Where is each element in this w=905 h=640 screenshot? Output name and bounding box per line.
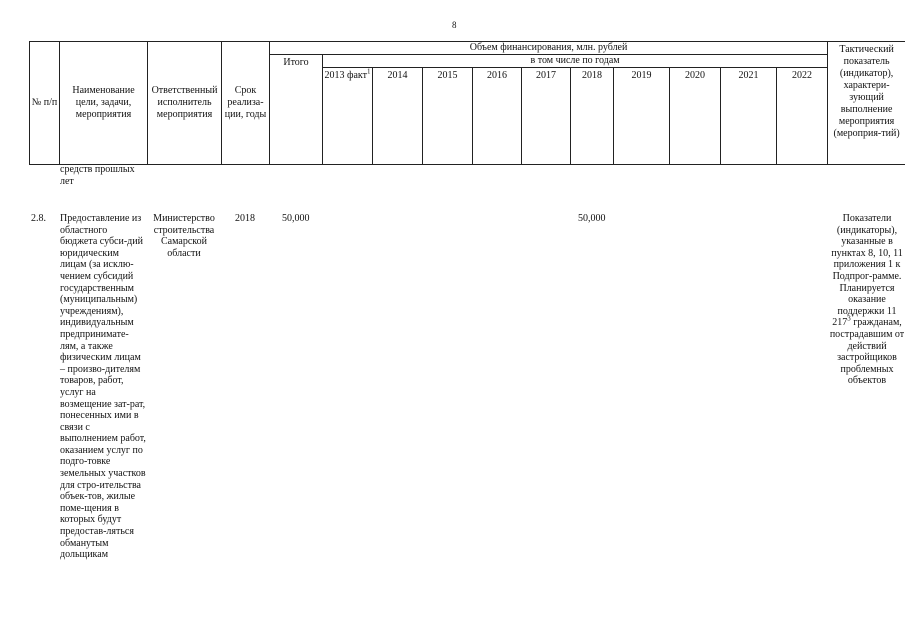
- header-year-2018: 2018: [571, 68, 614, 165]
- indicator-footnote: 3: [847, 315, 851, 324]
- row-term: 2018: [235, 213, 255, 224]
- header-year-2021: 2021: [721, 68, 777, 165]
- header-year-2014: 2014: [373, 68, 423, 165]
- row-indicator: [829, 213, 905, 387]
- indicator-text-after: гражданам, пострадавшим от действий застройщиков проблемных объектов: [829, 317, 905, 387]
- row-name: Предоставление из областного бюджета субси-дий юридическим лицам (за исклю-чением субсидий государственным (муниципальным) учреждениям), индивидуальным предпринимате-лям, а также физическим лицам – произво-дителям товаров, работ, услуг на возмещение зат-рат, понесенных ими в связи с выполнением работ, оказанием услуг по подго-товке земельных участков для стро-ительства объек-тов, жилые поме-щения в которых будут предостав-ляться обманутым дольщикам: [60, 213, 146, 561]
- header-year-2017: 2017: [522, 68, 571, 165]
- header-year-2013: 2013 факт$^1$: [323, 68, 373, 165]
- header-col-byyears: в том числе по годам: [323, 55, 828, 68]
- row-number: 2.8.: [31, 213, 46, 224]
- row-total: 50,000: [282, 213, 310, 224]
- header-year-2015: 2015: [423, 68, 473, 165]
- header-col-finance: Объем финансирования, млн. рублей: [270, 42, 828, 55]
- header-year-2022: 2022: [777, 68, 828, 165]
- header-col-term: Срок реализа-ции, годы: [222, 42, 270, 165]
- header-col-total: Итого: [270, 55, 323, 165]
- row-value-2018: 50,000: [578, 213, 606, 224]
- table-header: [29, 41, 905, 165]
- header-col-indicator: Тактический показатель (индикатор), характери-зующий выполнение мероприятия (мероприя-тий): [828, 42, 905, 165]
- header-col-no: № п/п: [30, 42, 60, 165]
- header-year-2019: 2019: [614, 68, 670, 165]
- indicator-text-before: Показатели (индикаторы), указанные в пунктах 8, 10, 11 приложения 1 к Подпрог-рамме. Планируется оказание поддержки 11 217: [831, 213, 903, 329]
- header-col-name: Наименование цели, задачи, мероприятия: [60, 42, 148, 165]
- header-year-2020: 2020: [670, 68, 721, 165]
- row-responsible: Министерство строительства Самарской области: [153, 213, 215, 259]
- carryover-text: средств прошлых лет: [60, 164, 135, 187]
- header-col-responsible: Ответственный исполнитель мероприятия: [148, 42, 222, 165]
- header-year-2016: 2016: [473, 68, 522, 165]
- page-number: 8: [452, 20, 457, 30]
